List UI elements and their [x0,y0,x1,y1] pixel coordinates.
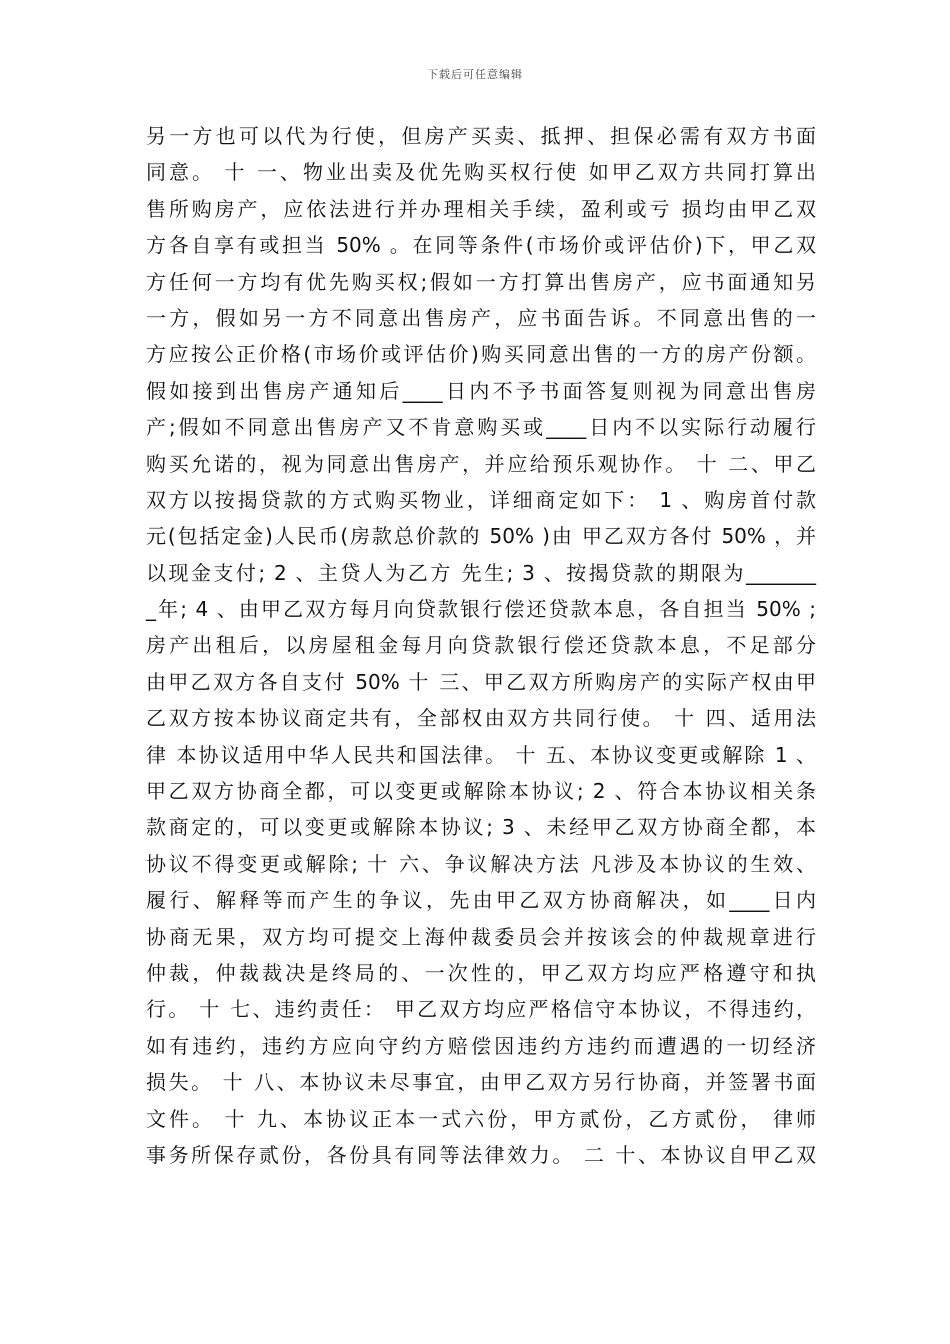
body-line: 购买允诺的，视为同意出售房产，并应给预乐观协作。 十 二、甲乙 [146,451,816,476]
body-line: _年; 4 、由甲乙双方每月向贷款银行偿还贷款本息，各自担当 50% ; [146,597,816,622]
body-line: 行。 十 七、违约责任： 甲乙双方均应严格信守本协议，不得违约， [146,997,816,1022]
body-line: 款商定的，可以变更或解除本协议; 3 、未经甲乙双方协商全都，本 [146,815,816,840]
document-body [146,118,816,1173]
body-line: 仲裁，仲裁裁决是终局的、一次性的，甲乙双方均应严格遵守和执 [146,960,816,985]
body-line: 协商无果，双方均可提交上海仲裁委员会并按该会的仲裁规章进行 [146,924,816,949]
body-line: 由甲乙双方各自支付 50% 十 三、甲乙双方所购房产的实际产权由甲 [146,669,816,694]
body-line: 方任何一方均有优先购买权;假如一方打算出售房产，应书面通知另 [146,269,816,294]
body-line: 方各自享有或担当 50% 。在同等条件(市场价或评估价)下，甲乙双 [146,233,816,258]
body-line: 方应按公正价格(市场价或评估价)购买同意出售的一方的房产份额。 [146,342,816,367]
body-line: 另一方也可以代为行使，但房产买卖、抵押、担保必需有双方书面 [146,124,816,148]
body-line: 甲乙双方协商全都，可以变更或解除本协议; 2 、符合本协议相关条 [146,779,816,804]
body-line: 假如接到出售房产通知后____日内不予书面答复则视为同意出售房 [146,378,816,403]
body-line: 损失。 十 八、本协议未尽事宜，由甲乙双方另行协商，并签署书面 [146,1070,816,1095]
page-header: 下载后可任意编辑 [427,68,523,81]
body-line: 履行、解释等而产生的争议，先由甲乙双方协商解决，如____日内 [146,888,816,913]
body-line: 协议不得变更或解除; 十 六、争议解决方法 凡涉及本协议的生效、 [146,851,816,876]
body-line: 产;假如不同意出售房产又不肯意购买或____日内不以实际行动履行 [146,415,816,440]
body-line: 房产出租后，以房屋租金每月向贷款银行偿还贷款本息，不足部分 [146,633,816,658]
body-line: 售所购房产，应依法进行并办理相关手续，盈利或亏 损均由甲乙双 [146,196,816,221]
body-line: 乙双方按本协议商定共有，全部权由双方共同行使。 十 四、适用法 [146,706,816,731]
body-line: 同意。 十 一、物业出卖及优先购买权行使 如甲乙双方共同打算出 [146,160,816,185]
body-line: 元(包括定金)人民币(房款总价款的 50% )由 甲乙双方各付 50% ，并 [146,524,816,549]
body-line: 文件。 十 九、本协议正本一式六份，甲方贰份，乙方贰份， 律师 [146,1106,816,1131]
body-line: 律 本协议适用中华人民共和国法律。 十 五、本协议变更或解除 1 、 [146,742,816,767]
body-line: 如有违约，违约方应向守约方赔偿因违约方违约而遭遇的一切经济 [146,1033,816,1058]
body-line: 事务所保存贰份，各份具有同等法律效力。 二 十、本协议自甲乙双 [146,1142,816,1167]
body-line: 一方，假如另一方不同意出售房产，应书面告诉。不同意出售的一 [146,305,816,330]
body-line: 以现金支付; 2 、主贷人为乙方 先生; 3 、按揭贷款的期限为_______ [146,560,816,585]
body-line: 双方以按揭贷款的方式购买物业，详细商定如下： 1 、购房首付款 [146,487,816,512]
